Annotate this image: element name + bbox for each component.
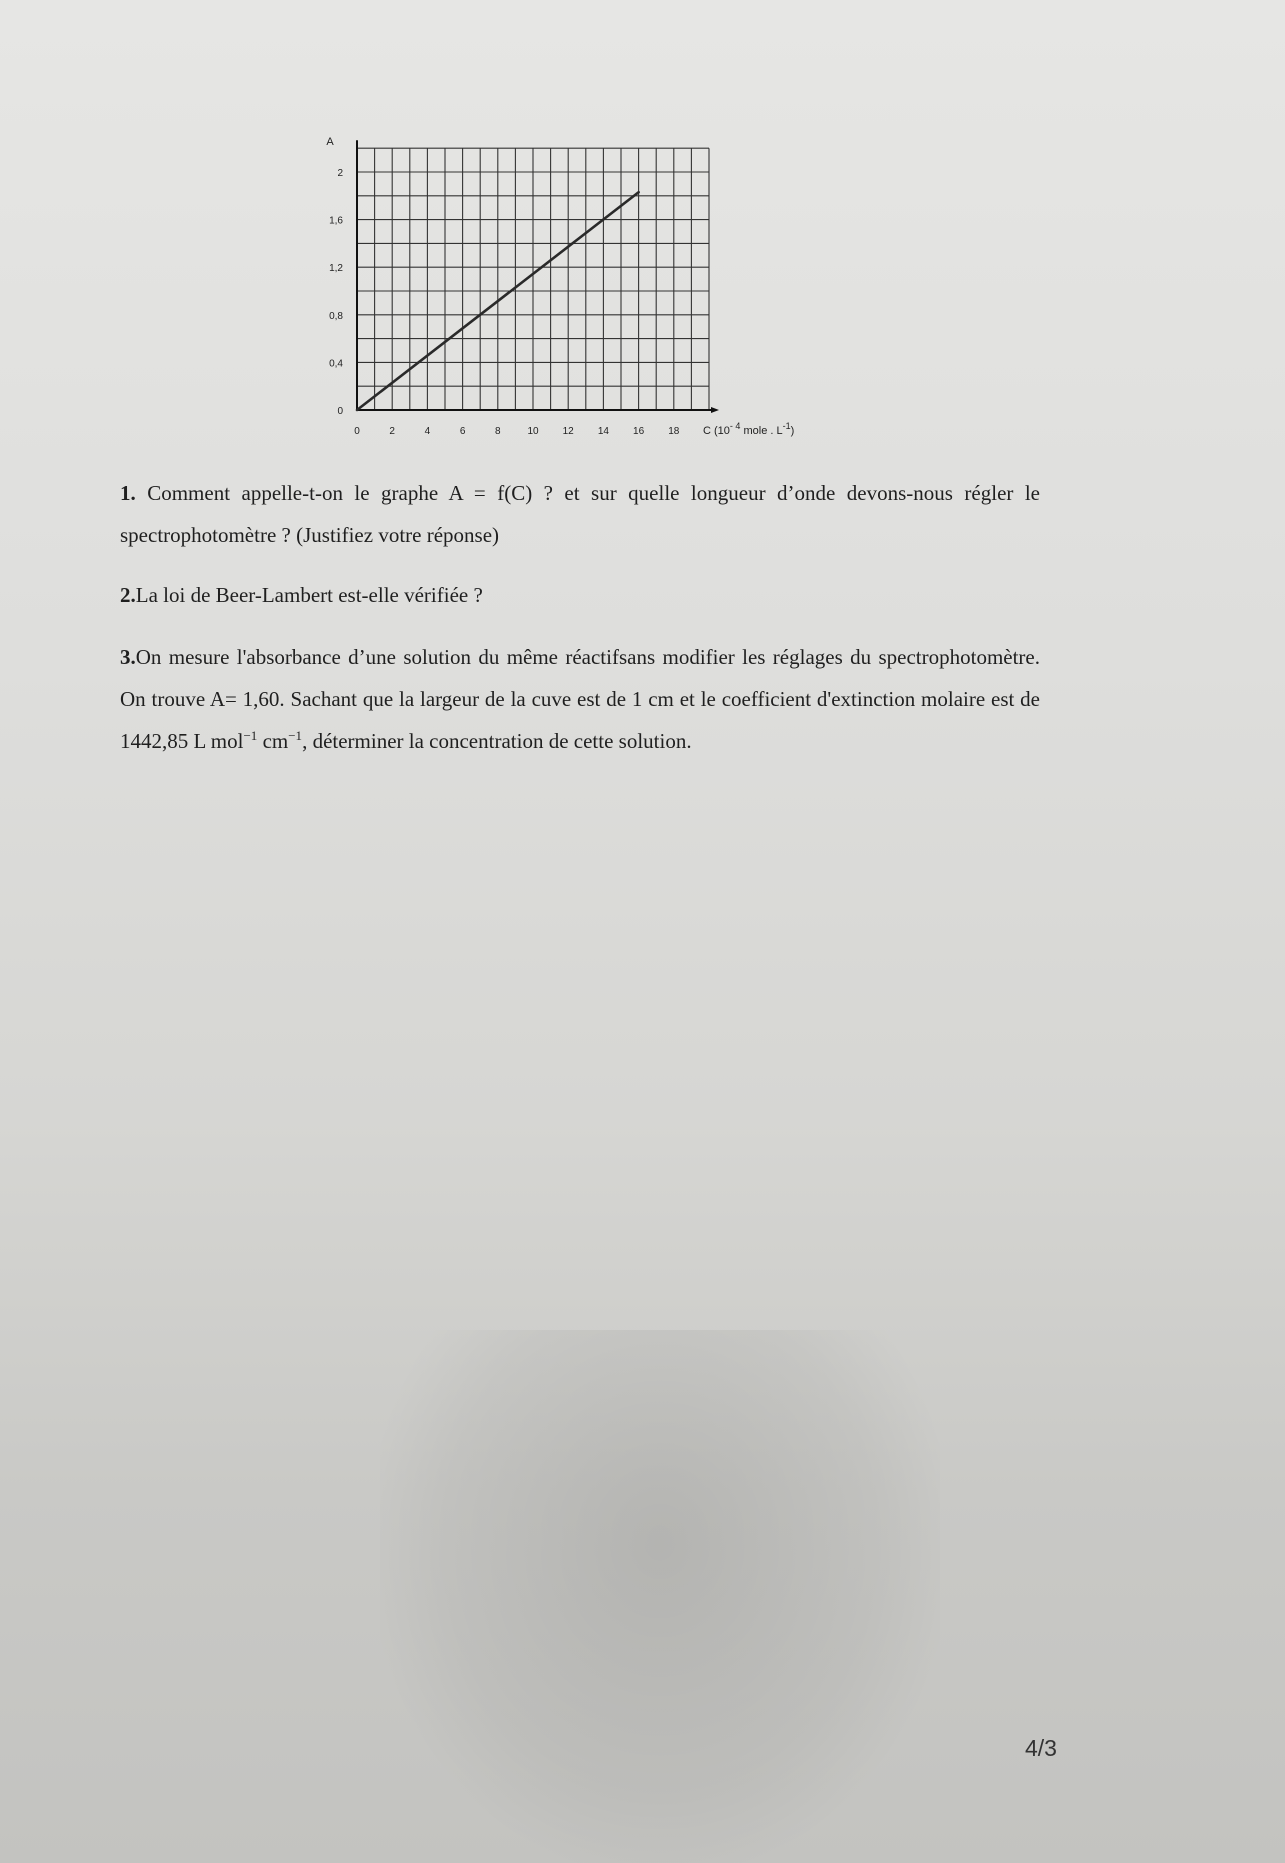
x-axis-label-part: ) — [790, 425, 795, 437]
question-3 — [120, 636, 1040, 762]
question-2-text: La loi de Beer-Lambert est-elle vérifiée ? — [135, 583, 483, 607]
question-2-number: 2. — [120, 583, 136, 607]
x-axis-label-part: -1 — [782, 421, 791, 431]
x-tick-label: 16 — [633, 426, 645, 437]
paper-shadow — [380, 1330, 940, 1863]
chart-svg — [300, 80, 860, 460]
page-number: 4/3 — [1025, 1735, 1057, 1761]
x-axis-label-part: mole . L — [740, 425, 783, 437]
question-1 — [120, 472, 1040, 556]
x-tick-label: 8 — [495, 426, 501, 437]
y-tick-label: 0,8 — [329, 310, 343, 322]
unit-exponent-cm: −1 — [288, 728, 303, 743]
y-tick-label: 1,6 — [329, 215, 343, 227]
question-3-text: On mesure l'absorbance d’une solution du même réactifsans modifier les réglages du spectrophotomètre. On trouve A= 1,60. Sachant que la largeur de la cuve est de 1 cm et le coefficient d'extinction molaire est de 1442,85 L mol — [120, 645, 1040, 753]
x-axis-label — [703, 421, 794, 437]
y-tick-label: 1,2 — [329, 263, 343, 275]
question-2 — [120, 574, 1040, 616]
x-axis-label-part: - 4 — [729, 421, 741, 431]
x-tick-label: 10 — [527, 426, 539, 437]
y-tick-label: 0 — [337, 406, 343, 417]
calibration-chart — [300, 80, 860, 460]
question-3-unit-cm: cm — [257, 729, 289, 753]
unit-exponent-mol: −1 — [243, 728, 258, 743]
x-tick-label: 18 — [668, 426, 680, 437]
y-axis-label: A — [326, 136, 334, 149]
question-1-text: Comment appelle-t-on le graphe A = f(C) ? et sur quelle longueur d’onde devons-nous régler le spectrophotomètre ? (Justifiez votre réponse) — [120, 481, 1040, 547]
x-tick-label: 0 — [354, 426, 360, 437]
x-tick-label: 4 — [424, 426, 431, 437]
question-1-number: 1. — [120, 481, 136, 505]
x-tick-label: 6 — [459, 426, 466, 437]
questions-block — [120, 472, 1040, 762]
x-tick-label: 2 — [389, 426, 395, 437]
question-3-number: 3. — [120, 645, 136, 669]
x-axis-label-part: C (10 — [703, 425, 730, 437]
x-tick-label: 12 — [562, 426, 574, 437]
x-tick-label: 14 — [597, 426, 609, 437]
y-tick-label: 2 — [337, 168, 343, 179]
x-axis-arrow — [711, 407, 719, 413]
y-tick-label: 0,4 — [329, 358, 343, 370]
question-3-text-end: , déterminer la concentration de cette solution. — [302, 729, 692, 753]
